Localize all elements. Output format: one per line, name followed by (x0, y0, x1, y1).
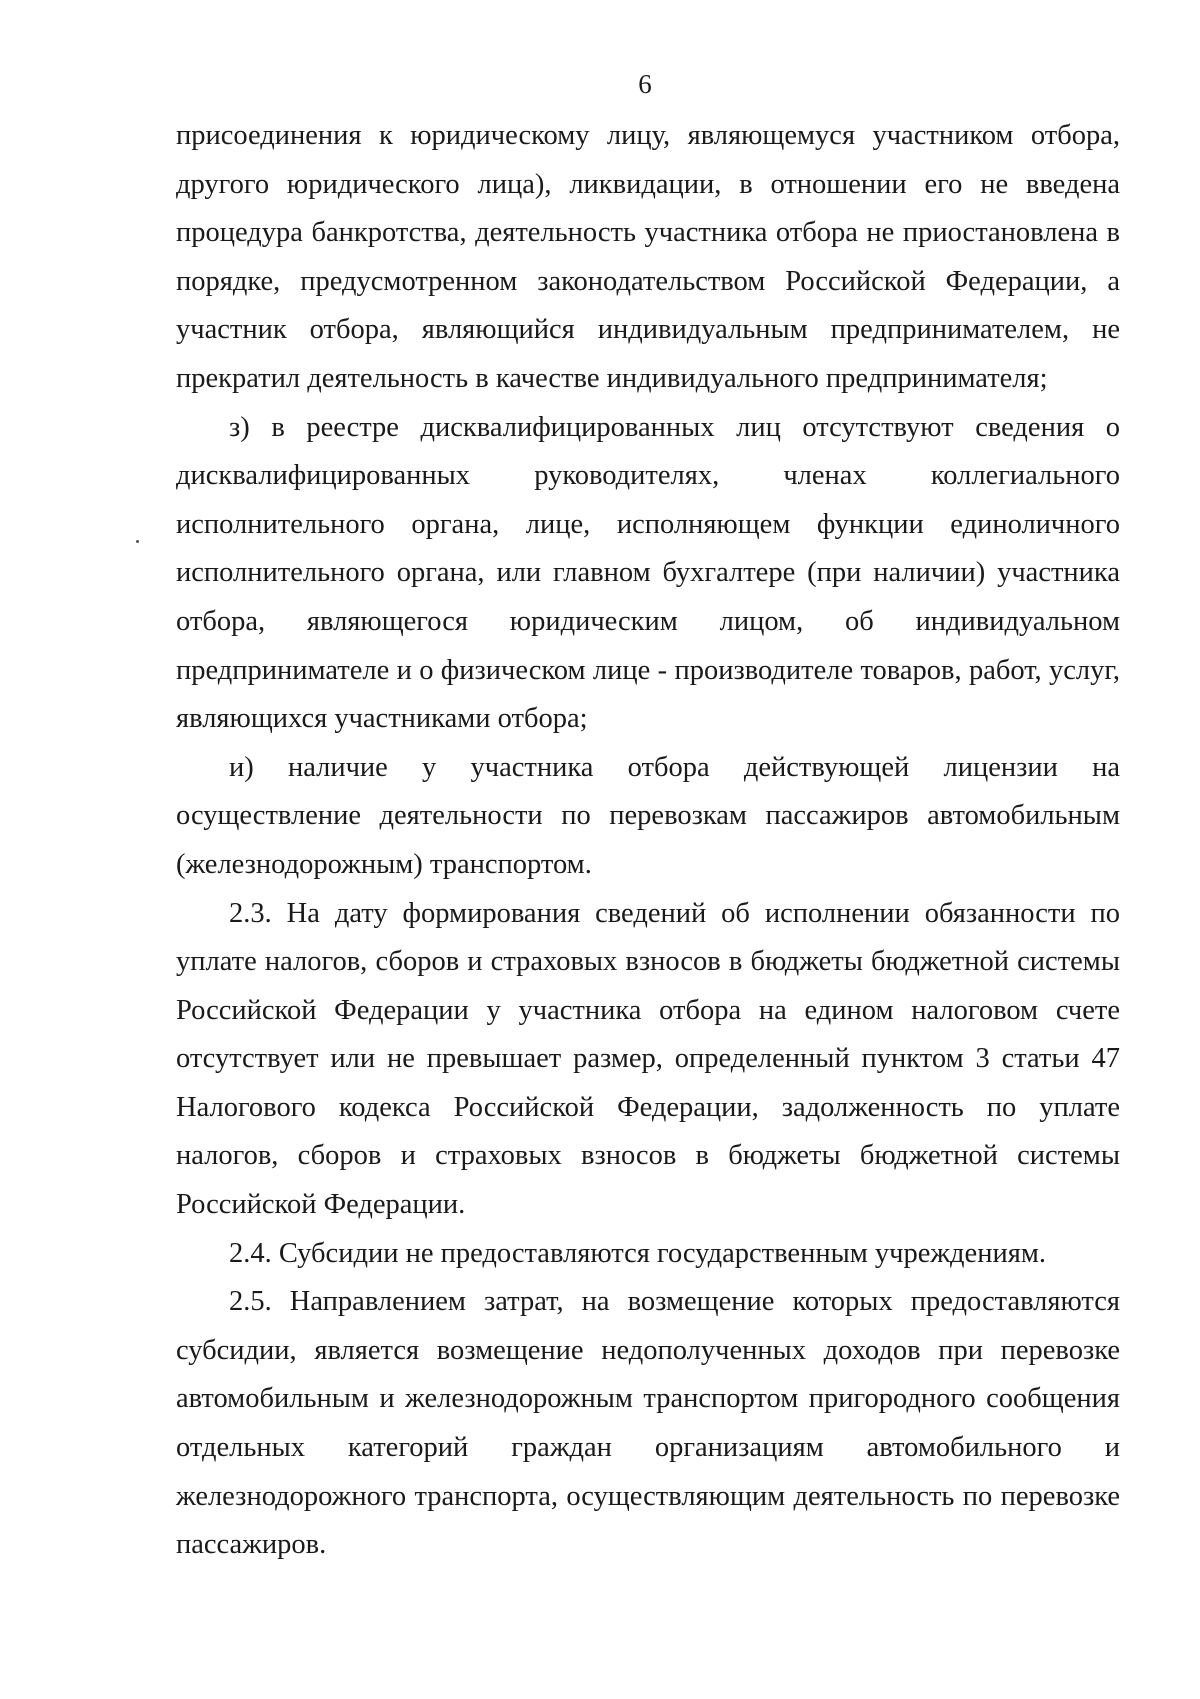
paragraph-2-3: 2.3. На дату формирования сведений об исполнении обязанности по уплате налогов, сборов и страховых взносов в бюджеты бюджетной системы Российской Федерации у участника отбора на едином налоговом счете отсутствует или не превышает размер, определенный пунктом 3 статьи 47 Налогового кодекса Российской Федерации, задолженность по уплате налогов, сборов и страховых взносов в бюджеты бюджетной системы Российской Федерации. (176, 897, 1120, 1221)
paragraph-2-4: 2.4. Субсидии не предоставляются государственным учреждениям. (229, 1237, 1046, 1269)
scan-speck (136, 540, 139, 543)
paragraph-continuation: присоединения к юридическому лицу, являющемуся участником отбора, другого юридического лица), ликвидации, в отношении его не введена процедура банкротства, деятельность участника отбора не приостановлена в порядке, предусмотренном законодательством Российской Федерации, а участник отбора, являющийся индивидуальным предпринимателем, не прекратил деятельность в качестве индивидуального предпринимателя; (176, 120, 1120, 394)
document-body (176, 112, 1120, 1570)
paragraph-item-z: з) в реестре дисквалифицированных лиц отсутствуют сведения о дисквалифицированных руководителях, членах коллегиального исполнительного органа, лице, исполняющем функции единоличного исполнительного органа, или главном бухгалтере (при наличии) участника отбора, являющегося юридическим лицом, об индивидуальном предпринимателе и о физическом лице - производителе товаров, работ, услуг, являющихся участниками отбора; (176, 411, 1120, 735)
paragraph-item-i: и) наличие у участника отбора действующей лицензии на осуществление деятельности по перевозкам пассажиров автомобильным (железнодорожным) транспортом. (176, 751, 1120, 880)
paragraph-2-5: 2.5. Направлением затрат, на возмещение которых предоставляются субсидии, является возмещение недополученных доходов при перевозке автомобильным и железнодорожным транспортом пригородного сообщения отдельных категорий граждан организациям автомобильного и железнодорожного транспорта, осуществляющим деятельность по перевозке пассажиров. (176, 1286, 1120, 1561)
page-number: 6 (638, 69, 652, 99)
